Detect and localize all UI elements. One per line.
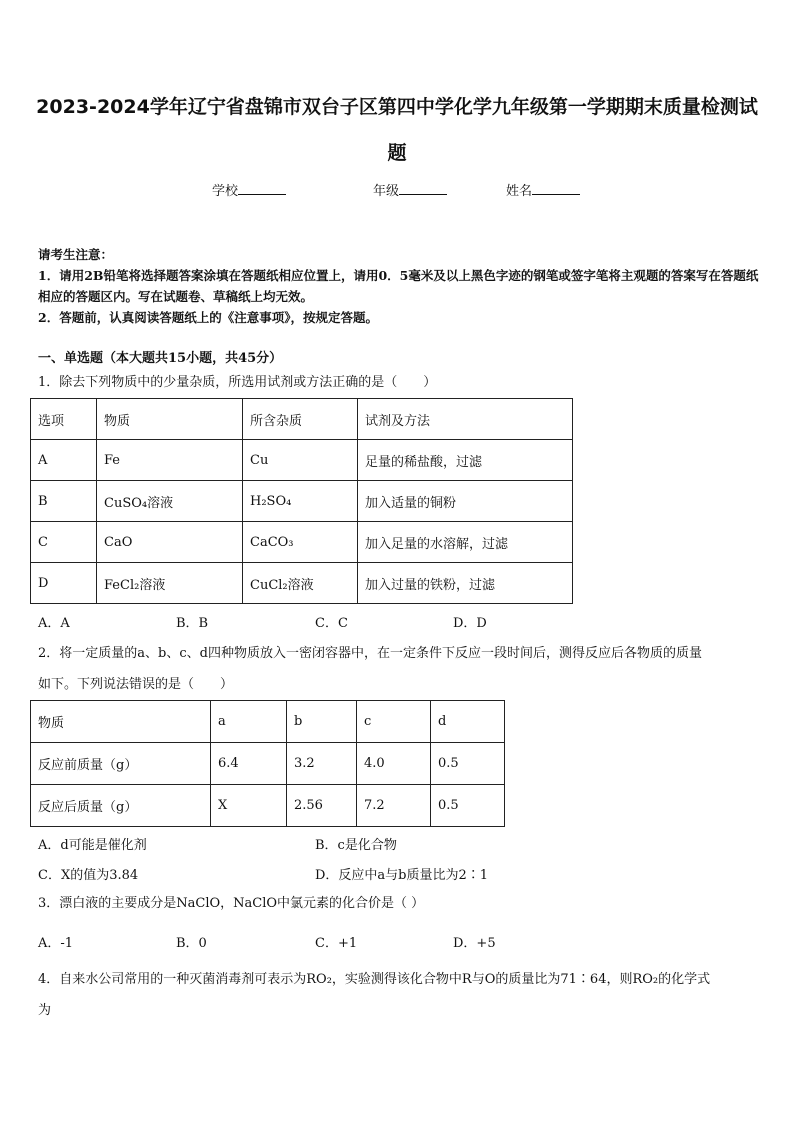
option-b[interactable]: B．0: [176, 936, 207, 951]
table-header-cell: c: [357, 701, 431, 743]
table-cell: Cu: [243, 440, 358, 481]
option-c[interactable]: C．+1: [315, 936, 358, 951]
table-header-row: [31, 701, 505, 743]
table-header-cell: a: [211, 701, 287, 743]
name-field[interactable]: [506, 180, 580, 199]
table-cell: 加入足量的水溶解，过滤: [358, 522, 573, 563]
table-header-cell: 试剂及方法: [358, 399, 573, 440]
option-a[interactable]: A．A: [38, 616, 70, 631]
question-2-stem: [38, 638, 760, 700]
table-row: [31, 440, 573, 481]
question-3-options: [38, 932, 760, 954]
table-cell: CuSO₄溶液: [97, 481, 243, 522]
option-d[interactable]: D．D: [453, 616, 487, 631]
table-header-cell: 物质: [97, 399, 243, 440]
table-cell: 6.4: [211, 743, 287, 785]
table-row: [31, 481, 573, 522]
table-cell: CaCO₃: [243, 522, 358, 563]
grade-field[interactable]: [373, 180, 447, 199]
question-4-stem-line-1: 4．自来水公司常用的一种灭菌消毒剂可表示为RO₂，实验测得该化合物中R与O的质量比为71∶64，则RO₂的化学式: [38, 972, 711, 987]
table-row: [31, 785, 505, 827]
table-header-cell: d: [431, 701, 505, 743]
question-2-stem-line-1: 2．将一定质量的a、b、c、d四种物质放入一密闭容器中，在一定条件下反应一段时间后，测得反应后各物质的质量: [38, 646, 702, 661]
question-2-options-row-2: [38, 864, 760, 886]
option-d[interactable]: D．反应中a与b质量比为2∶1: [315, 868, 489, 883]
question-3-stem: 3．漂白液的主要成分是NaClO，NaClO中氯元素的化合价是（ ）: [38, 896, 425, 911]
option-b[interactable]: B．B: [176, 616, 209, 631]
table-cell: 加入过量的铁粉，过滤: [358, 563, 573, 604]
question-4-stem-line-2: 为: [38, 1003, 52, 1018]
table-cell: C: [31, 522, 97, 563]
table-cell: D: [31, 563, 97, 604]
table-cell: 7.2: [357, 785, 431, 827]
name-blank[interactable]: [532, 182, 580, 195]
table-cell: B: [31, 481, 97, 522]
table-header-row: [31, 399, 573, 440]
table-cell: Fe: [97, 440, 243, 481]
student-info-row: [0, 180, 794, 200]
school-field[interactable]: [212, 180, 286, 199]
option-c[interactable]: C．X的值为3.84: [38, 868, 139, 883]
question-1-table: [30, 398, 573, 604]
table-cell: 反应后质量（g）: [31, 785, 211, 827]
table-cell: A: [31, 440, 97, 481]
school-blank[interactable]: [238, 182, 286, 195]
table-cell: FeCl₂溶液: [97, 563, 243, 604]
table-cell: 加入适量的铜粉: [358, 481, 573, 522]
option-d[interactable]: D．+5: [453, 936, 496, 951]
option-a[interactable]: A．d可能是催化剂: [38, 838, 147, 853]
table-cell: 0.5: [431, 743, 505, 785]
table-header-cell: 选项: [31, 399, 97, 440]
question-2-options-row-1: [38, 834, 760, 856]
question-2-stem-line-2: 如下。下列说法错误的是（ ）: [38, 677, 234, 692]
table-header-cell: 所含杂质: [243, 399, 358, 440]
question-2-table: [30, 700, 505, 827]
table-cell: CuCl₂溶液: [243, 563, 358, 604]
section-heading: 一、单选题（本大题共15小题，共45分）: [38, 351, 283, 366]
option-b[interactable]: B．c是化合物: [315, 838, 397, 853]
question-1-options: [38, 612, 760, 634]
table-cell: X: [211, 785, 287, 827]
table-header-cell: b: [287, 701, 357, 743]
school-label: 学校: [212, 184, 239, 199]
question-4-stem: [38, 964, 760, 1026]
table-cell: 反应前质量（g）: [31, 743, 211, 785]
table-cell: 4.0: [357, 743, 431, 785]
table-row: [31, 563, 573, 604]
notice-item-2: 2．答题前，认真阅读答题纸上的《注意事项》，按规定答题。: [38, 310, 378, 325]
table-cell: 3.2: [287, 743, 357, 785]
table-cell: H₂SO₄: [243, 481, 358, 522]
table-cell: 2.56: [287, 785, 357, 827]
table-row: [31, 743, 505, 785]
grade-blank[interactable]: [399, 182, 447, 195]
notice-heading: 请考生注意：: [38, 247, 114, 262]
option-c[interactable]: C．C: [315, 616, 348, 631]
notice-item-1: 1．请用2B铅笔将选择题答案涂填在答题纸相应位置上，请用0．5毫米及以上黑色字迹的钢笔或签字笔将主观题的答案写在答题纸相应的答题区内。写在试题卷、草稿纸上均无效。: [38, 268, 759, 304]
table-row: [31, 522, 573, 563]
grade-label: 年级: [373, 184, 400, 199]
name-label: 姓名: [506, 184, 533, 199]
exam-notice: [38, 244, 760, 328]
table-cell: CaO: [97, 522, 243, 563]
page-title: 2023-2024学年辽宁省盘锦市双台子区第四中学化学九年级第一学期期末质量检测试题: [36, 96, 758, 164]
table-cell: 0.5: [431, 785, 505, 827]
table-header-cell: 物质: [31, 701, 211, 743]
table-cell: 足量的稀盐酸，过滤: [358, 440, 573, 481]
question-1-stem: 1．除去下列物质中的少量杂质，所选用试剂或方法正确的是（ ）: [38, 375, 437, 390]
option-a[interactable]: A．-1: [38, 936, 74, 951]
